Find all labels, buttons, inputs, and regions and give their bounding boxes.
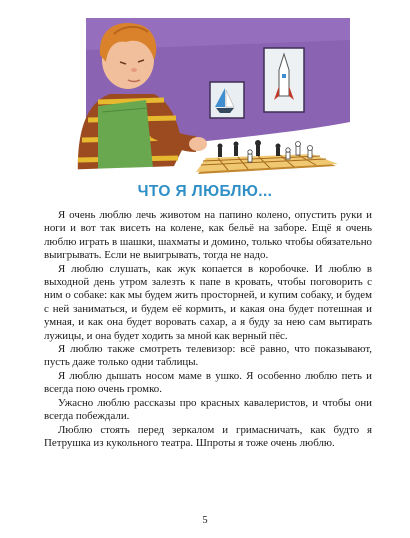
paragraph: Я люблю дышать носом маме в ушко. Я особенно люблю петь и всегда пою очень громко. [44,369,372,396]
boy-playing-chess-illustration [58,10,358,178]
paragraph: Ужасно люблю рассказы про красных кавалеристов, и чтобы они всегда побеждали. [44,396,372,423]
paragraph: Я очень люблю лечь животом на папино колено, опустить руки и ноги и вот так висеть на колене, как бельё на заборе. Ещё я очень люблю играть в шашки, шахматы и домино, только чтобы обязательно выигрывать. Если не выигрывать, тогда не надо. [44,209,372,262]
paragraph: Я люблю слушать, как жук копается в коробочке. И люблю в выходной день утром залезть к папе в кровать, чтобы поговорить с ним о собаке: как мы будем жить просторней, и купим собаку, и будем с ней заниматься, и будем её кормить, и какая она будет потешная и умная, и как она будет воровать сахар, а я буду за нею сам вытирать лужицы, и она будет ходить за мной как верный пёс. [44,262,372,342]
page-title: ЧТО Я ЛЮБЛЮ... [137,183,273,200]
paragraph: Я люблю также смотреть телевизор: всё равно, что показывают, пусть даже только одни таблицы. [44,343,372,369]
page-number: 5 [202,515,208,526]
story-text [44,209,372,450]
paragraph: Люблю стоять перед зеркалом и гримасничать, как будто я Петрушка из кукольного театра. Шпроты я тоже очень люблю. [44,423,372,449]
